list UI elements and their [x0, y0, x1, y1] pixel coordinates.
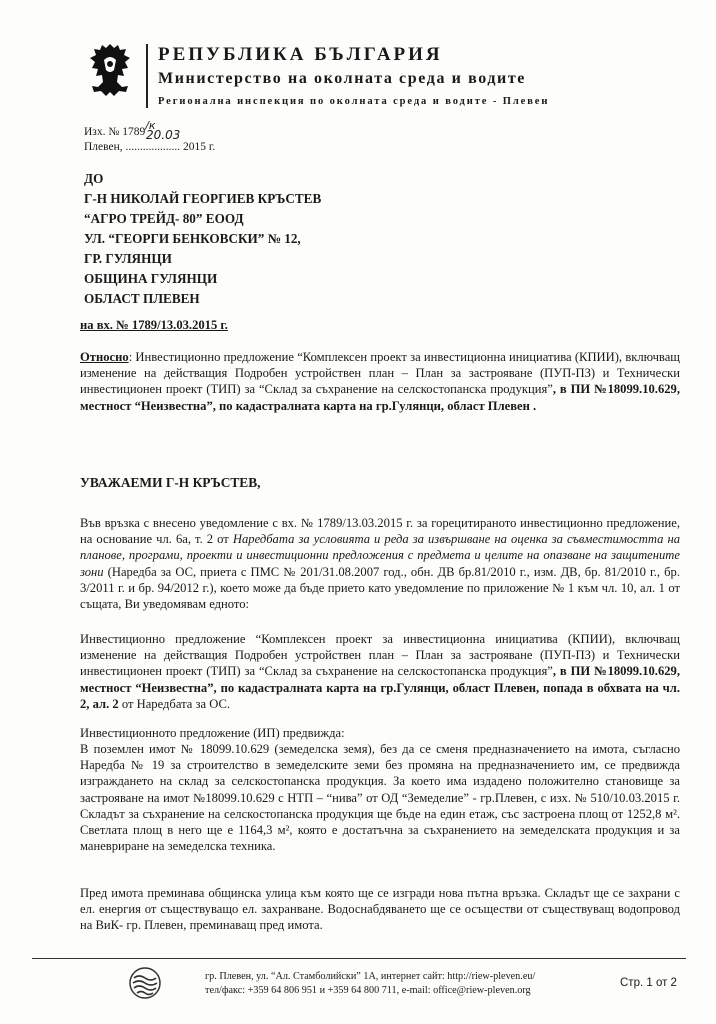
header-divider: [146, 44, 148, 108]
addressee-line: ОБЛАСТ ПЛЕВЕН: [84, 291, 200, 306]
addressee-line: УЛ. “ГЕОРГИ БЕНКОВСКИ” № 12,: [84, 231, 301, 246]
place-date: Плевен, ................... 2015 г.: [84, 141, 216, 153]
inspectorate-title: Регионална инспекция по околната среда и водите - Плевен: [158, 96, 550, 107]
subject-paragraph: Относно: Инвестиционно предложение “Комплексен проект за инвестиционна инициатива (КПИИ), включващ изменение на действащия Подробен устройствен план – План за застрояване (ПУП-ПЗ) и Технически инвестиционен проект (ТИП) за “Склад за съхранение на селскостопанска продукция”, в ПИ №18099.10.629, местност “Неизвестна”, по кадастралната карта на гр.Гулянци, област Плевен .: [80, 350, 680, 413]
ministry-title: Министерство на околната среда и водите: [158, 70, 527, 87]
footer-address: гр. Плевен, ул. “Ал. Стамболийски” 1А, интернет сайт: http://riew-pleven.eu/: [205, 971, 536, 982]
addressee-line: ГР. ГУЛЯНЦИ: [84, 251, 172, 266]
body-paragraph-3: В поземлен имот № 18099.10.629 (земеделска земя), без да се сменя предназначението на имота, съгласно Наредба № 19 за строителство в земеделските земи без промяна на предназначението им, се предвижда изграждането на склад за селскостопанска продукция. За което има издадено положително становище за застрояване на имот №18099.10.629 с НТП – “нива” от ОД “Земеделие” - гр.Плевен, с изх. № 510/10.03.2015 г. Складът за съхранение на селскостопанска продукция ще бъде на един етаж, със застроена площ от 1252,8 м². Светлата площ в него ще е 1164,3 м², която е достатъчна за съхранението на земеделската продукция и за маневриране на земеделска техника.: [80, 742, 680, 854]
subject-label: Относно: [80, 350, 129, 364]
riosv-logo-icon: [128, 966, 162, 1000]
body-paragraph-1: Във връзка с внесено уведомление с вх. № 1789/13.03.2015 г. за горецитираното инвестиционно предложение, на основание чл. 6а, т. 2 от Наредбата за условията и реда за извършване на оценка за съвместимостта на планове, програми, проекти и инвестиционни предложения с предмета и целите на опазване на защитените зони (Наредба за ОС, приета с ПМС № 201/31.08.2007 год., обн. ДВ бр.81/2010 г., изм. ДВ, бр. 81/2010 г., бр. 3/2011 г. и бр. 94/2012 г.), което може да бъде прието като уведомление по приложение № 1 към чл. 10, ал. 1 от същата, Ви уведомявам едното:: [80, 516, 681, 612]
salutation: УВАЖАЕМИ Г-Н КРЪСТЕВ,: [80, 475, 261, 490]
footer-divider: [32, 958, 686, 959]
body-paragraph-4: Пред имота преминава общинска улица към която ще се изгради нова пътна връзка. Складът ще се захрани с ел. енергия от съществуващо ел. захранване. Водоснабдяването ще се осъществи от съществуващ водопровод на ВиК- гр. Плевен, преминаващ пред имота.: [80, 886, 680, 933]
addressee-line: Г-Н НИКОЛАЙ ГЕОРГИЕВ КРЪСТЕВ: [84, 191, 322, 206]
handwritten-date: 20.03: [146, 128, 181, 142]
incoming-reference: на вх. № 1789/13.03.2015 г.: [80, 318, 228, 332]
body-paragraph-2: Инвестиционно предложение “Комплексен проект за инвестиционна инициатива (КПИИ), включващ изменение на действащия Подробен устройствен план – План за застрояване (ПУП-ПЗ) и Технически инвестиционен проект (ТИП) за “Склад за съхранение на селскостопанска продукция”, в ПИ №18099.10.629, местност “Неизвестна”, по кадастралната карта на гр.Гулянци, област Плевен, попада в обхвата на чл. 2, ал. 2 от Наредбата за ОС.: [80, 632, 680, 711]
country-title: РЕПУБЛИКА БЪЛГАРИЯ: [158, 44, 443, 65]
addressee-to: ДО: [84, 171, 104, 186]
handwritten-suffix: /к: [145, 119, 156, 132]
page-number: Стр. 1 от 2: [620, 977, 677, 989]
body-paragraph-3-heading: Инвестиционното предложение (ИП) предвижда:: [80, 726, 345, 740]
addressee-line: ОБЩИНА ГУЛЯНЦИ: [84, 271, 218, 286]
coat-of-arms-lion-icon: [84, 40, 136, 102]
addressee-line: “АГРО ТРЕЙД- 80” ЕООД: [84, 211, 244, 226]
outgoing-number: Изх. № 1789/к: [84, 119, 156, 138]
footer-contacts: тел/факс: +359 64 806 951 и +359 64 800 711, e-mail: office@riew-pleven.org: [205, 985, 531, 996]
